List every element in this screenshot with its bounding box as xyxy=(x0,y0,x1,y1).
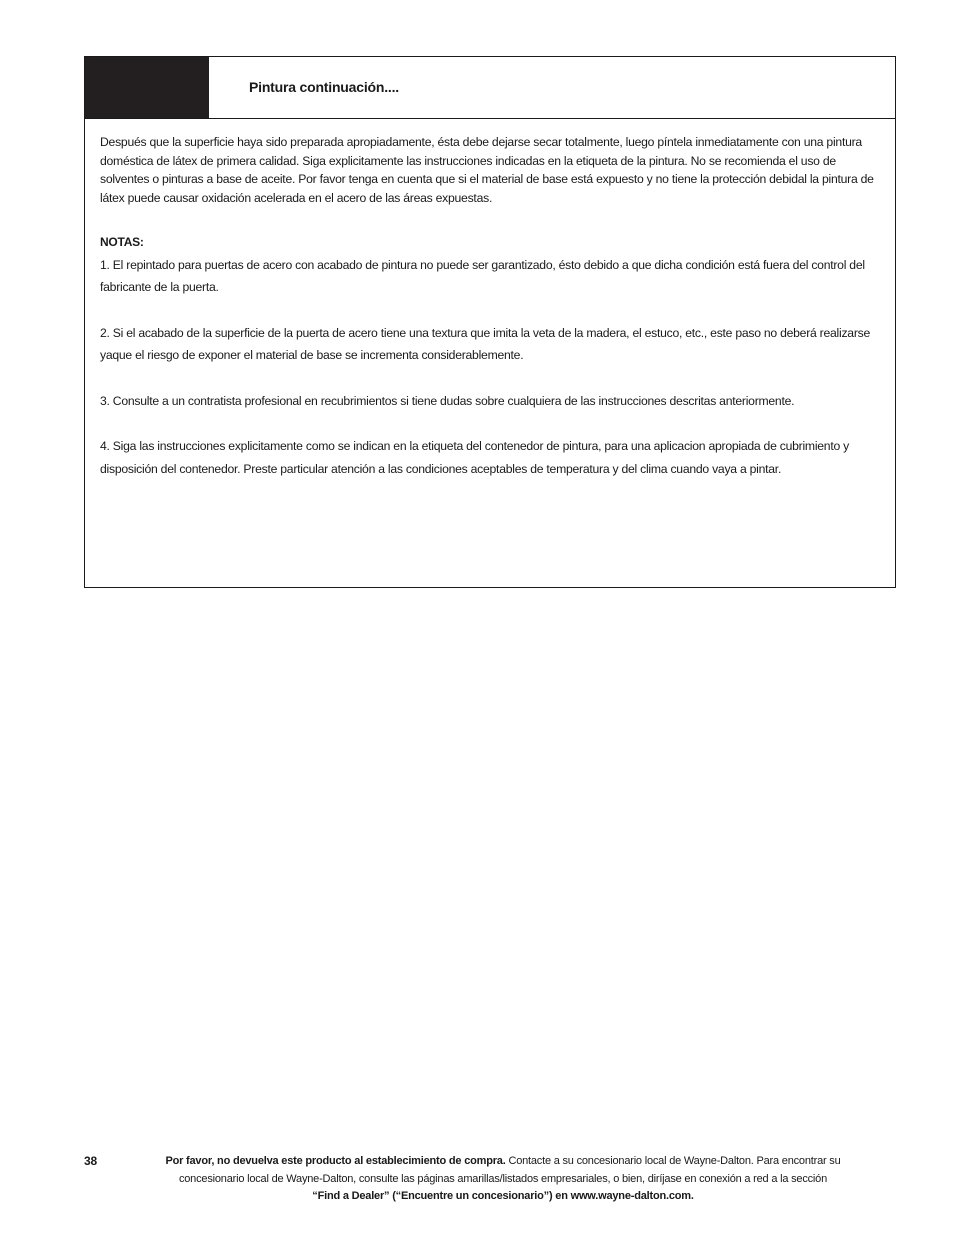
section-title: Pintura continuación.... xyxy=(249,79,399,95)
paint-instructions-panel xyxy=(84,56,896,588)
footer-text xyxy=(108,1153,898,1206)
panel-header xyxy=(85,57,895,119)
intro-paragraph: Después que la superficie haya sido preparada apropiadamente, ésta debe dejarse secar totalmente, luego píntela inmediatamente con una pintura doméstica de látex de primera calidad. Siga explicitamente las instrucciones indicadas en la etiqueta de la pintura. No se recomienda el uso de solventes o pinturas a base de aceite. Por favor tenga en cuenta que si el material de base está expuesto y no tiene la protección debidal la pintura de látex puede causar oxidación acelerada en el acero de las áreas expuestas. xyxy=(100,135,874,205)
note-1: 1. El repintado para puertas de acero con acabado de pintura no puede ser garantizado, ésto debido a que dicha condición está fuera del control del fabricante de la puerta. xyxy=(100,257,865,295)
header-black-block xyxy=(85,57,209,118)
note-4: 4. Siga las instrucciones explicitamente como se indican en la etiqueta del contenedor de pintura, para una aplicacion apropiada de cubrimiento y disposición del contenedor. Preste particular atención a las condiciones aceptables de temperatura y del clima cuando vaya a pintar. xyxy=(100,439,849,476)
footer-bold-lead: Por favor, no devuelva este producto al establecimiento de compra. xyxy=(165,1155,506,1167)
footer-line-1 xyxy=(108,1153,898,1171)
footer-line-1-rest: Contacte a su concesionario local de Wayne-Dalton. Para encontrar su xyxy=(505,1155,841,1167)
page-number: 38 xyxy=(84,1154,97,1168)
note-3: 3. Consulte a un contratista profesional en recubrimientos si tiene dudas sobre cualquiera de las instrucciones descritas anteriormente. xyxy=(100,393,795,408)
footer-line-3: “Find a Dealer” (“Encuentre un concesionario”) en www.wayne-dalton.com. xyxy=(312,1190,694,1202)
notes-heading: NOTAS: xyxy=(100,235,144,250)
panel-body xyxy=(100,133,886,503)
footer-line-2: concesionario local de Wayne-Dalton, consulte las páginas amarillas/listados empresariales, o bien, diríjase en conexión a red a la sección xyxy=(178,1172,828,1185)
note-2: 2. Si el acabado de la superficie de la puerta de acero tiene una textura que imita la veta de la madera, el estuco, etc., este paso no deberá realizarse yaque el riesgo de exponer el material de base se incrementa considerablemente. xyxy=(100,325,871,363)
